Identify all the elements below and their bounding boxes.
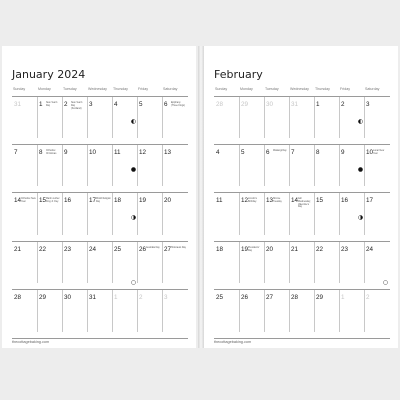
day-number: 2 xyxy=(64,101,68,108)
day-cell[interactable] xyxy=(214,242,239,290)
day-number: 1 xyxy=(114,294,118,301)
day-cell[interactable] xyxy=(162,145,188,193)
day-number: 15 xyxy=(316,197,324,204)
day-number: 20 xyxy=(266,246,274,253)
day-cell[interactable] xyxy=(62,242,87,290)
day-cell[interactable] xyxy=(137,193,162,242)
day-number: 16 xyxy=(341,197,349,204)
day-number: 13 xyxy=(266,197,274,204)
day-number: 27 xyxy=(266,294,274,301)
day-cell[interactable] xyxy=(87,97,112,145)
day-number: 8 xyxy=(39,149,43,156)
day-number: 11 xyxy=(216,197,223,204)
day-cell[interactable] xyxy=(137,145,162,193)
weekday-label: Saturday xyxy=(365,87,380,91)
day-cell[interactable] xyxy=(364,242,390,290)
weekday-label: Monday xyxy=(38,87,51,91)
day-cell[interactable] xyxy=(314,145,339,193)
day-cell[interactable] xyxy=(289,145,314,193)
day-number: 21 xyxy=(14,246,22,253)
day-cell[interactable] xyxy=(12,145,37,193)
day-number: 3 xyxy=(89,101,93,108)
day-cell[interactable] xyxy=(214,97,239,145)
day-number: 27 xyxy=(164,246,172,253)
day-number: 29 xyxy=(39,294,47,301)
day-number: 25 xyxy=(114,246,122,253)
day-number: 8 xyxy=(316,149,320,156)
day-number: 29 xyxy=(241,101,249,108)
day-cell[interactable] xyxy=(339,145,364,193)
calendar-page-january xyxy=(2,46,196,348)
day-number: 14 xyxy=(291,197,299,204)
day-cell[interactable] xyxy=(87,145,112,193)
day-number: 12 xyxy=(241,197,249,204)
day-cell[interactable] xyxy=(62,97,87,145)
day-cell[interactable] xyxy=(87,290,112,339)
day-cell[interactable] xyxy=(62,145,87,193)
day-cell[interactable] xyxy=(264,290,289,339)
month-grid xyxy=(214,96,390,339)
day-cell[interactable] xyxy=(62,193,87,242)
day-cell[interactable] xyxy=(62,290,87,339)
day-cell[interactable] xyxy=(314,193,339,242)
weekday-label: Sunday xyxy=(215,87,228,91)
day-number: 6 xyxy=(164,101,168,108)
day-number: 7 xyxy=(291,149,295,156)
day-number: 3 xyxy=(164,294,168,301)
day-cell[interactable] xyxy=(239,193,264,242)
day-number: 3 xyxy=(366,101,370,108)
day-cell[interactable] xyxy=(137,290,162,339)
day-number: 23 xyxy=(64,246,72,253)
day-cell[interactable] xyxy=(112,242,137,290)
holiday-note: Epiphany (Three Kings) xyxy=(171,102,185,107)
day-number: 22 xyxy=(316,246,324,253)
day-number: 4 xyxy=(216,149,220,156)
day-cell[interactable] xyxy=(37,193,62,242)
day-number: 28 xyxy=(14,294,22,301)
weekday-header xyxy=(214,87,390,95)
day-number: 4 xyxy=(114,101,118,108)
day-number: 22 xyxy=(39,246,47,253)
day-cell[interactable] xyxy=(264,242,289,290)
day-number: 2 xyxy=(139,294,143,301)
month-title: January 2024 xyxy=(12,68,86,81)
day-number: 30 xyxy=(64,294,72,301)
day-cell[interactable] xyxy=(289,290,314,339)
weekday-label: Friday xyxy=(138,87,148,91)
weekday-label: Monday xyxy=(240,87,253,91)
day-cell[interactable] xyxy=(289,193,314,242)
day-cell[interactable] xyxy=(364,97,390,145)
day-number: 31 xyxy=(14,101,22,108)
weekday-label: Tuesday xyxy=(265,87,279,91)
weekday-label: Wednesday xyxy=(290,87,309,91)
day-number: 1 xyxy=(39,101,43,108)
day-cell[interactable] xyxy=(239,145,264,193)
day-cell[interactable] xyxy=(162,290,188,339)
website-footer[interactable]: thecottagebaking.com xyxy=(214,340,252,344)
day-number: 20 xyxy=(164,197,172,204)
moon-first-quarter-icon xyxy=(358,215,363,220)
holiday-note: Australia Day xyxy=(146,247,160,249)
day-cell[interactable] xyxy=(162,193,188,242)
day-cell[interactable] xyxy=(214,290,239,339)
weekday-label: Wednesday xyxy=(88,87,107,91)
day-cell[interactable] xyxy=(289,97,314,145)
day-cell[interactable] xyxy=(314,97,339,145)
day-cell[interactable] xyxy=(289,242,314,290)
holiday-note: Holocaust Day xyxy=(171,247,186,249)
day-number: 9 xyxy=(64,149,68,156)
day-number: 17 xyxy=(366,197,374,204)
day-cell[interactable] xyxy=(264,145,289,193)
day-number: 1 xyxy=(341,294,345,301)
moon-first-quarter-icon xyxy=(131,215,136,220)
day-number: 1 xyxy=(316,101,320,108)
day-cell[interactable] xyxy=(214,193,239,242)
day-number: 10 xyxy=(366,149,374,156)
day-number: 24 xyxy=(89,246,97,253)
weekday-label: Saturday xyxy=(163,87,178,91)
holiday-note: Ash Wednesday; Valentine's Day xyxy=(298,198,311,209)
day-cell[interactable] xyxy=(264,97,289,145)
day-cell[interactable] xyxy=(214,145,239,193)
day-number: 15 xyxy=(39,197,47,204)
moon-last-quarter-icon xyxy=(358,119,363,124)
day-cell[interactable] xyxy=(12,193,37,242)
day-number: 18 xyxy=(216,246,224,253)
day-cell[interactable] xyxy=(12,290,37,339)
holiday-note: Martin Luther King Jr. Day xyxy=(46,198,60,203)
moon-new-icon xyxy=(358,167,363,172)
day-cell[interactable] xyxy=(37,145,62,193)
day-cell[interactable] xyxy=(339,290,364,339)
day-cell[interactable] xyxy=(264,193,289,242)
day-number: 2 xyxy=(366,294,370,301)
holiday-note: Orthodox New Year xyxy=(21,198,36,203)
day-number: 28 xyxy=(291,294,299,301)
holiday-note: New Year's Day (Scotland) xyxy=(71,102,83,110)
day-number: 26 xyxy=(241,294,249,301)
day-cell[interactable] xyxy=(37,290,62,339)
month-grid xyxy=(12,96,188,339)
day-number: 6 xyxy=(266,149,270,156)
month-title: February xyxy=(214,68,263,81)
holiday-note: Lunar New Year xyxy=(373,150,385,155)
moon-full-icon xyxy=(131,280,136,285)
weekday-label: Sunday xyxy=(13,87,26,91)
day-cell[interactable] xyxy=(37,97,62,145)
day-cell[interactable] xyxy=(162,97,188,145)
day-number: 17 xyxy=(89,197,97,204)
day-cell[interactable] xyxy=(239,97,264,145)
weekday-label: Thursday xyxy=(315,87,330,91)
day-number: 11 xyxy=(114,149,121,156)
day-cell[interactable] xyxy=(314,290,339,339)
moon-full-icon xyxy=(383,280,388,285)
moon-new-icon xyxy=(131,167,136,172)
day-number: 13 xyxy=(164,149,172,156)
day-cell[interactable] xyxy=(162,242,188,290)
weekday-label: Tuesday xyxy=(63,87,77,91)
day-number: 21 xyxy=(291,246,299,253)
holiday-note: Presidents' Day xyxy=(248,247,260,252)
day-cell[interactable] xyxy=(37,242,62,290)
day-cell[interactable] xyxy=(12,242,37,290)
day-number: 18 xyxy=(114,197,122,204)
day-cell[interactable] xyxy=(87,242,112,290)
day-cell[interactable] xyxy=(12,97,37,145)
day-number: 26 xyxy=(139,246,147,253)
holiday-note: Orthodox Christmas xyxy=(46,150,57,155)
day-number: 7 xyxy=(14,149,18,156)
day-number: 31 xyxy=(89,294,97,301)
day-cell[interactable] xyxy=(239,290,264,339)
day-number: 14 xyxy=(14,197,22,204)
website-footer[interactable]: thecottagebaking.com xyxy=(12,340,50,344)
day-number: 24 xyxy=(366,246,374,253)
day-number: 5 xyxy=(139,101,143,108)
day-number: 16 xyxy=(64,197,72,204)
day-number: 30 xyxy=(266,101,274,108)
day-cell[interactable] xyxy=(339,97,364,145)
day-number: 29 xyxy=(316,294,324,301)
holiday-note: Shrove Tuesday xyxy=(273,198,282,203)
day-cell[interactable] xyxy=(112,290,137,339)
day-number: 28 xyxy=(216,101,224,108)
day-cell[interactable] xyxy=(364,193,390,242)
holiday-note: New Year's Day xyxy=(46,102,58,107)
weekday-header xyxy=(12,87,188,95)
day-number: 9 xyxy=(341,149,345,156)
holiday-note: Lincoln's Birthday xyxy=(248,198,257,203)
calendar-page-february xyxy=(204,46,398,348)
day-cell[interactable] xyxy=(112,193,137,242)
day-cell[interactable] xyxy=(112,97,137,145)
day-cell[interactable] xyxy=(137,242,162,290)
holiday-note: Waitangi Day xyxy=(273,150,287,152)
day-number: 31 xyxy=(291,101,299,108)
holiday-note: World Religion Day xyxy=(96,198,111,203)
day-cell[interactable] xyxy=(364,145,390,193)
day-cell[interactable] xyxy=(112,145,137,193)
day-number: 25 xyxy=(216,294,224,301)
day-number: 19 xyxy=(241,246,249,253)
day-number: 10 xyxy=(89,149,97,156)
day-number: 19 xyxy=(139,197,147,204)
day-number: 12 xyxy=(139,149,147,156)
day-cell[interactable] xyxy=(339,193,364,242)
day-cell[interactable] xyxy=(87,193,112,242)
day-cell[interactable] xyxy=(137,97,162,145)
moon-last-quarter-icon xyxy=(131,119,136,124)
weekday-label: Friday xyxy=(340,87,350,91)
day-number: 23 xyxy=(341,246,349,253)
day-cell[interactable] xyxy=(314,242,339,290)
day-number: 5 xyxy=(241,149,245,156)
weekday-label: Thursday xyxy=(113,87,128,91)
day-cell[interactable] xyxy=(364,290,390,339)
day-number: 2 xyxy=(341,101,345,108)
day-cell[interactable] xyxy=(239,242,264,290)
day-cell[interactable] xyxy=(339,242,364,290)
